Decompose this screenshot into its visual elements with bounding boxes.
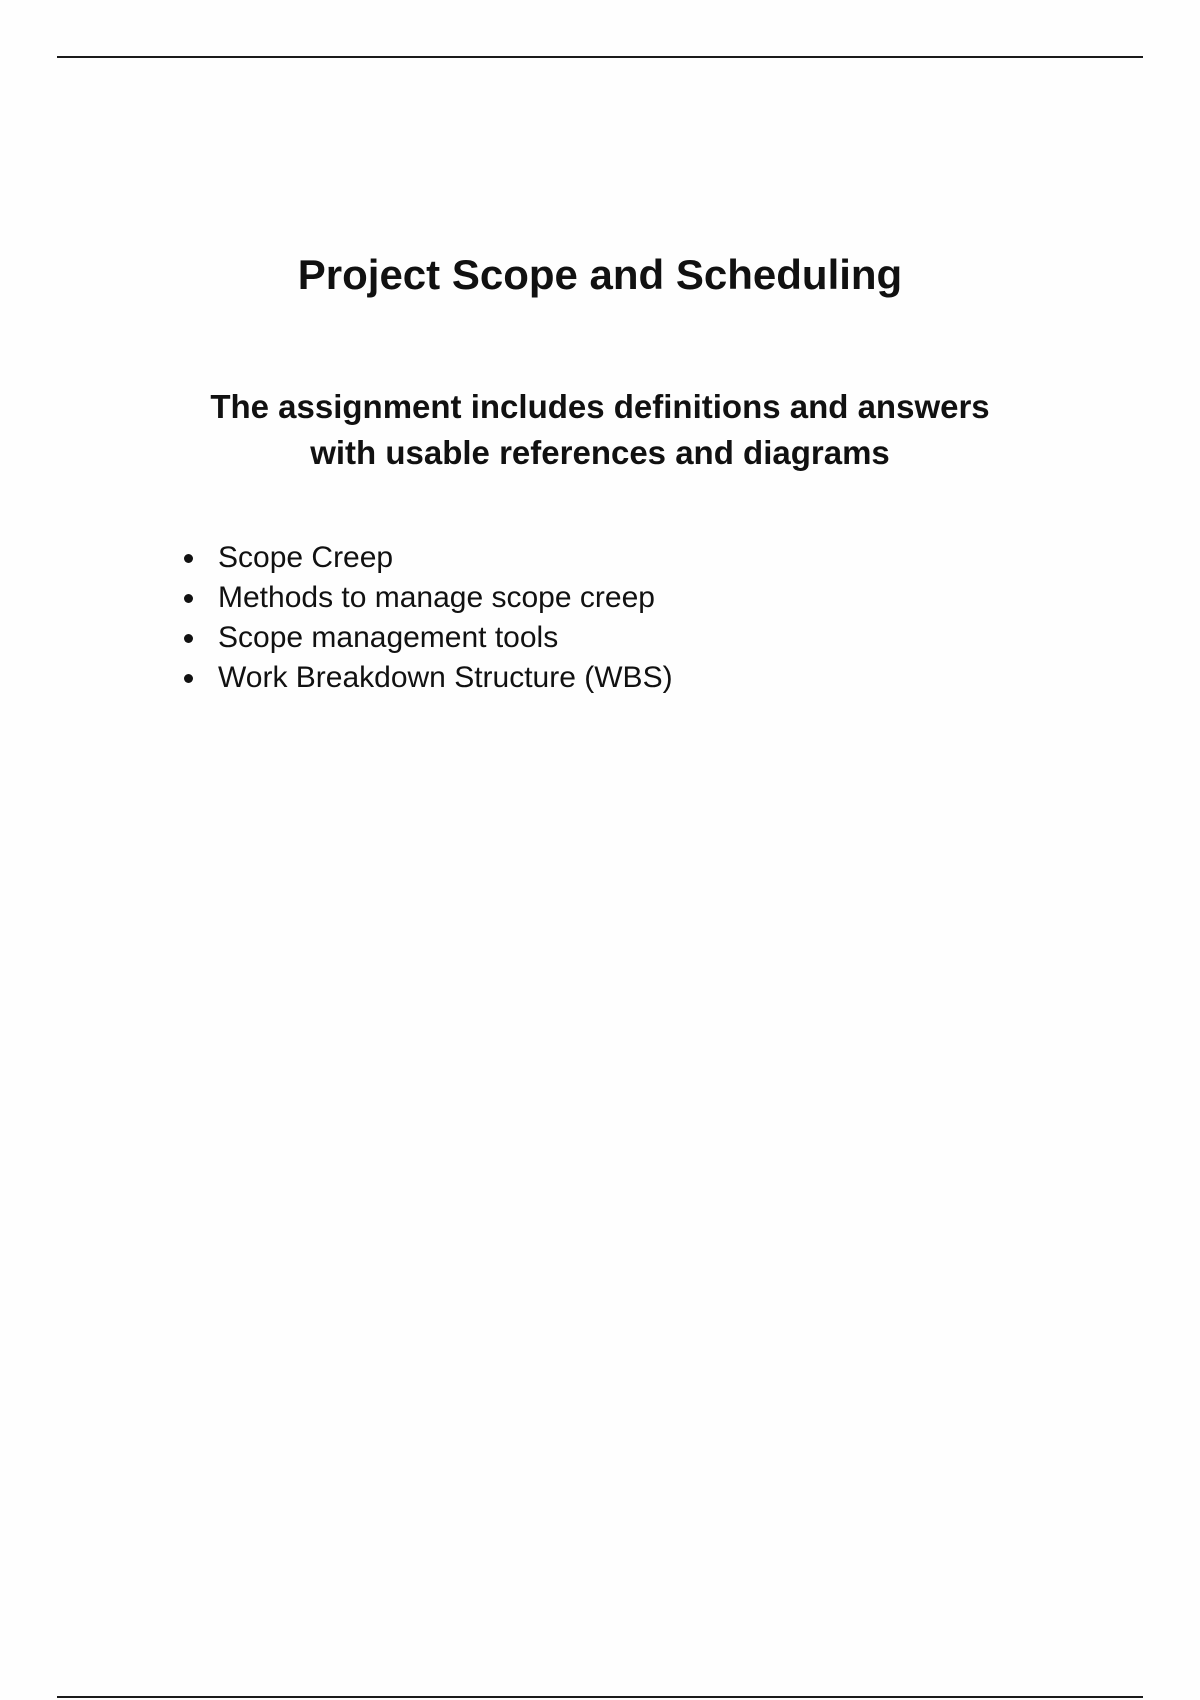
list-item <box>178 578 673 618</box>
subtitle-line: The assignment includes definitions and answers <box>210 388 990 425</box>
bullet-icon <box>184 634 193 643</box>
list-item-text: Methods to manage scope creep <box>218 581 655 614</box>
document-title: Project Scope and Scheduling <box>297 251 903 298</box>
list-item-text: Scope Creep <box>218 541 394 574</box>
list-item <box>178 538 673 578</box>
top-rule <box>57 56 1143 58</box>
bottom-rule <box>57 1696 1143 1698</box>
list-item-text: Scope management tools <box>218 621 559 654</box>
subtitle-line: with usable references and diagrams <box>310 434 890 471</box>
bullet-icon <box>184 554 193 563</box>
bullet-icon <box>184 674 193 683</box>
topic-list <box>178 538 673 698</box>
list-item <box>178 618 673 658</box>
list-item-text: Work Breakdown Structure (WBS) <box>218 661 673 694</box>
bullet-icon <box>184 594 193 603</box>
document-subtitle <box>140 384 1060 476</box>
list-item <box>178 658 673 698</box>
